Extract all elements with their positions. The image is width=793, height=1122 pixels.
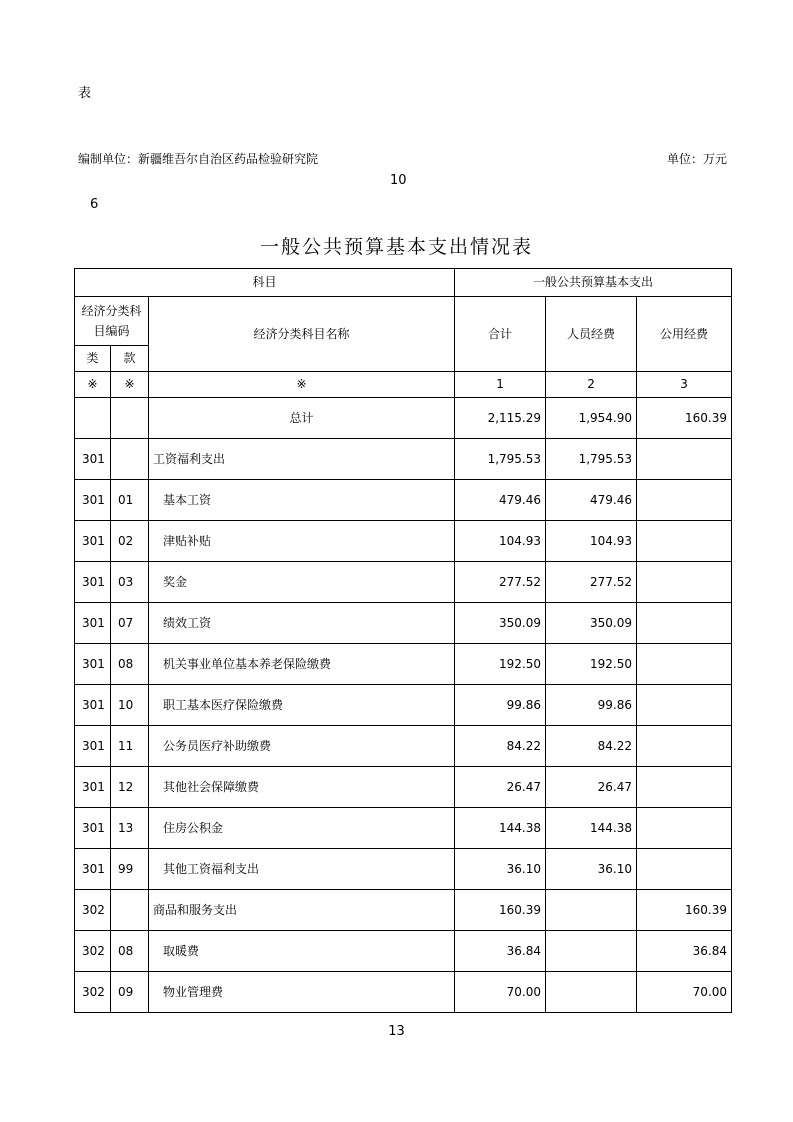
table-row [75, 521, 732, 562]
row-kuan: 10 [111, 685, 149, 726]
row-name: 机关事业单位基本养老保险缴费 [149, 644, 455, 685]
row-lei: 302 [75, 931, 111, 972]
total-header: 合计 [455, 297, 546, 372]
table-row [75, 849, 732, 890]
name-header: 经济分类科目名称 [149, 297, 455, 372]
total-public: 160.39 [637, 398, 732, 439]
row-name: 商品和服务支出 [149, 890, 455, 931]
row-kuan: 09 [111, 972, 149, 1013]
row-kuan: 03 [111, 562, 149, 603]
row-name: 物业管理费 [149, 972, 455, 1013]
row-name: 津贴补贴 [149, 521, 455, 562]
row-kuan: 13 [111, 808, 149, 849]
symbol-total: 1 [455, 372, 546, 398]
table-row [75, 931, 732, 972]
row-total: 160.39 [455, 890, 546, 931]
row-public [637, 439, 732, 480]
row-lei: 301 [75, 685, 111, 726]
row-kuan: 08 [111, 931, 149, 972]
row-lei: 301 [75, 726, 111, 767]
document-label: 表 [78, 86, 92, 101]
table-row [75, 603, 732, 644]
row-name: 工资福利支出 [149, 439, 455, 480]
row-kuan: 11 [111, 726, 149, 767]
row-total: 1,795.53 [455, 439, 546, 480]
row-kuan: 08 [111, 644, 149, 685]
header-row-2 [75, 297, 732, 346]
row-personnel: 104.93 [546, 521, 637, 562]
page-marker-6: 6 [90, 197, 99, 212]
row-personnel: 277.52 [546, 562, 637, 603]
public-header: 公用经费 [637, 297, 732, 372]
table-row [75, 562, 732, 603]
row-total: 104.93 [455, 521, 546, 562]
row-public [637, 849, 732, 890]
symbol-kuan: ※ [111, 372, 149, 398]
row-name: 住房公积金 [149, 808, 455, 849]
row-lei: 301 [75, 849, 111, 890]
row-kuan [111, 439, 149, 480]
row-personnel [546, 931, 637, 972]
row-public [637, 767, 732, 808]
row-total: 192.50 [455, 644, 546, 685]
table-row [75, 767, 732, 808]
row-name: 基本工资 [149, 480, 455, 521]
row-name: 其他社会保障缴费 [149, 767, 455, 808]
table-row [75, 808, 732, 849]
row-lei: 301 [75, 767, 111, 808]
symbol-name: ※ [149, 372, 455, 398]
row-personnel: 192.50 [546, 644, 637, 685]
page-marker-10: 10 [390, 173, 407, 188]
row-public [637, 480, 732, 521]
symbol-personnel: 2 [546, 372, 637, 398]
subject-header: 科目 [75, 269, 455, 297]
row-lei: 301 [75, 480, 111, 521]
row-total: 36.84 [455, 931, 546, 972]
row-name: 绩效工资 [149, 603, 455, 644]
row-public [637, 644, 732, 685]
row-lei: 301 [75, 439, 111, 480]
row-lei: 302 [75, 890, 111, 931]
row-lei: 302 [75, 972, 111, 1013]
row-kuan: 02 [111, 521, 149, 562]
row-total: 350.09 [455, 603, 546, 644]
row-public [637, 685, 732, 726]
total-label: 总计 [149, 398, 455, 439]
currency-unit: 单位：万元 [666, 152, 727, 166]
row-name: 其他工资福利支出 [149, 849, 455, 890]
table-row [75, 480, 732, 521]
row-public [637, 562, 732, 603]
row-lei: 301 [75, 808, 111, 849]
total-kuan [111, 398, 149, 439]
row-personnel: 84.22 [546, 726, 637, 767]
table-row [75, 972, 732, 1013]
row-total: 84.22 [455, 726, 546, 767]
budget-table [74, 268, 732, 1013]
table-row [75, 439, 732, 480]
row-lei: 301 [75, 521, 111, 562]
row-total: 70.00 [455, 972, 546, 1013]
row-total: 36.10 [455, 849, 546, 890]
lei-header: 类 [75, 346, 111, 372]
budget-header: 一般公共预算基本支出 [455, 269, 732, 297]
row-name: 职工基本医疗保险缴费 [149, 685, 455, 726]
row-personnel: 99.86 [546, 685, 637, 726]
row-personnel: 144.38 [546, 808, 637, 849]
table-row [75, 644, 732, 685]
row-personnel: 479.46 [546, 480, 637, 521]
row-total: 144.38 [455, 808, 546, 849]
row-lei: 301 [75, 562, 111, 603]
row-kuan: 99 [111, 849, 149, 890]
row-kuan: 12 [111, 767, 149, 808]
row-public [637, 808, 732, 849]
row-personnel: 26.47 [546, 767, 637, 808]
header-row-1 [75, 269, 732, 297]
row-public [637, 603, 732, 644]
row-name: 公务员医疗补助缴费 [149, 726, 455, 767]
row-personnel: 1,795.53 [546, 439, 637, 480]
row-kuan [111, 890, 149, 931]
row-kuan: 01 [111, 480, 149, 521]
table-row [75, 726, 732, 767]
table-row [75, 685, 732, 726]
symbol-public: 3 [637, 372, 732, 398]
compiling-unit: 编制单位：新疆维吾尔自治区药品检验研究院 [78, 152, 319, 166]
row-total: 479.46 [455, 480, 546, 521]
row-name: 奖金 [149, 562, 455, 603]
total-row [75, 398, 732, 439]
row-total: 99.86 [455, 685, 546, 726]
symbol-lei: ※ [75, 372, 111, 398]
row-public: 36.84 [637, 931, 732, 972]
row-personnel [546, 972, 637, 1013]
personnel-header: 人员经费 [546, 297, 637, 372]
row-public: 70.00 [637, 972, 732, 1013]
kuan-header: 款 [111, 346, 149, 372]
row-kuan: 07 [111, 603, 149, 644]
page-title: 一般公共预算基本支出情况表 [259, 236, 533, 258]
row-public [637, 521, 732, 562]
page-number: 13 [388, 1024, 405, 1039]
total-lei [75, 398, 111, 439]
symbol-row [75, 372, 732, 398]
code-header: 经济分类科目编码 [75, 297, 149, 346]
total-personnel: 1,954.90 [546, 398, 637, 439]
row-name: 取暖费 [149, 931, 455, 972]
row-total: 277.52 [455, 562, 546, 603]
table-row [75, 890, 732, 931]
row-total: 26.47 [455, 767, 546, 808]
row-lei: 301 [75, 603, 111, 644]
row-personnel: 350.09 [546, 603, 637, 644]
row-personnel [546, 890, 637, 931]
row-personnel: 36.10 [546, 849, 637, 890]
row-public [637, 726, 732, 767]
row-public: 160.39 [637, 890, 732, 931]
total-amount: 2,115.29 [455, 398, 546, 439]
row-lei: 301 [75, 644, 111, 685]
